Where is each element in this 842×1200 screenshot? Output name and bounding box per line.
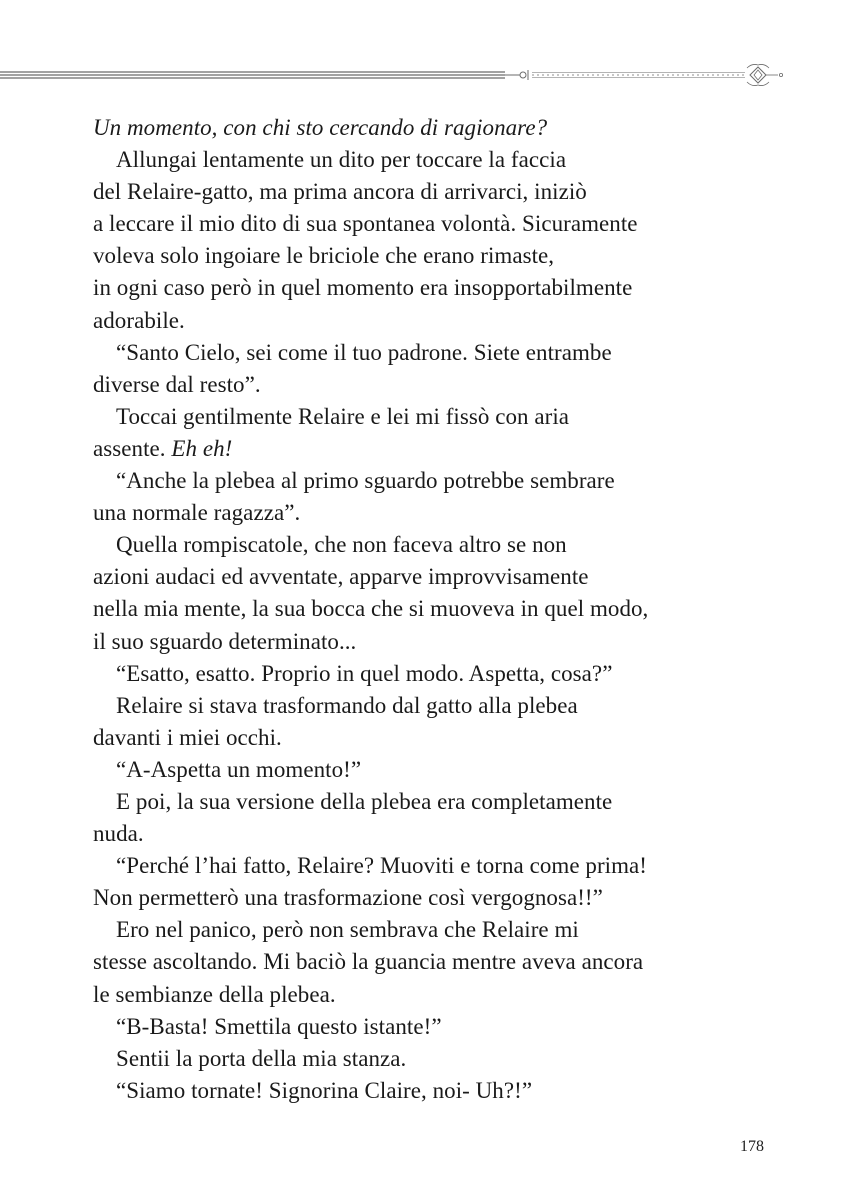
- text-line: “Anche la plebea al primo sguardo potrebbe sembrare: [116, 468, 615, 494]
- text-line: “Perché l’hai fatto, Relaire? Muoviti e torna come prima!: [116, 853, 647, 879]
- header-ornament: [0, 58, 842, 94]
- text-line: una normale ragazza”.: [93, 500, 301, 526]
- text-line: nella mia mente, la sua bocca che si muoveva in quel modo,: [93, 596, 649, 622]
- text-line: “Santo Cielo, sei come il tuo padrone. Siete entrambe: [116, 339, 612, 365]
- body-text: [93, 112, 773, 1107]
- text-line: “Siamo tornate! Signorina Claire, noi- Uh?!”: [116, 1077, 533, 1103]
- text-line: “A-Aspetta un momento!”: [116, 756, 362, 782]
- text-line: Non permetterò una trasformazione così vergognosa!!”: [93, 885, 603, 911]
- text-line: Sentii la porta della mia stanza.: [116, 1045, 407, 1071]
- text-line: [93, 433, 773, 465]
- text-line: Toccai gentilmente Relaire e lei mi fissò con aria: [116, 403, 570, 429]
- text-line: voleva solo ingoiare le briciole che erano rimaste,: [93, 243, 555, 269]
- text-line: nuda.: [93, 821, 144, 847]
- text-line: stesse ascoltando. Mi baciò la guancia mentre aveva ancora: [93, 949, 644, 975]
- text-line: a leccare il mio dito di sua spontanea volontà. Sicuramente: [93, 211, 638, 237]
- text-line: E poi, la sua versione della plebea era completamente: [116, 788, 613, 814]
- text-line: il suo sguardo determinato...: [93, 628, 357, 654]
- text-line: Un momento, con chi sto cercando di ragionare?: [93, 115, 548, 140]
- text-line: diverse dal resto”.: [93, 371, 261, 397]
- text-line: Ero nel panico, però non sembrava che Relaire mi: [116, 917, 579, 943]
- text-segment: assente.: [93, 435, 172, 461]
- text-line: in ogni caso però in quel momento era insopportabilmente: [93, 275, 633, 301]
- text-line: “B-Basta! Smettila questo istante!”: [116, 1013, 442, 1039]
- text-line: “Esatto, esatto. Proprio in quel modo. Aspetta, cosa?”: [116, 660, 613, 686]
- page-number: 178: [740, 1138, 764, 1155]
- text-line: Quella rompiscatole, che non faceva altro se non: [116, 532, 567, 558]
- text-line: adorabile.: [93, 307, 185, 333]
- text-line: davanti i miei occhi.: [93, 724, 282, 750]
- text-segment-italic: Eh eh!: [171, 435, 233, 461]
- text-line: Relaire si stava trasformando dal gatto alla plebea: [116, 692, 578, 718]
- text-line: azioni audaci ed avventate, apparve improvvisamente: [93, 564, 589, 590]
- text-line: del Relaire-gatto, ma prima ancora di arrivarci, iniziò: [93, 179, 587, 205]
- text-line: le sembianze della plebea.: [93, 981, 336, 1007]
- text-line: Allungai lentamente un dito per toccare la faccia: [116, 147, 567, 173]
